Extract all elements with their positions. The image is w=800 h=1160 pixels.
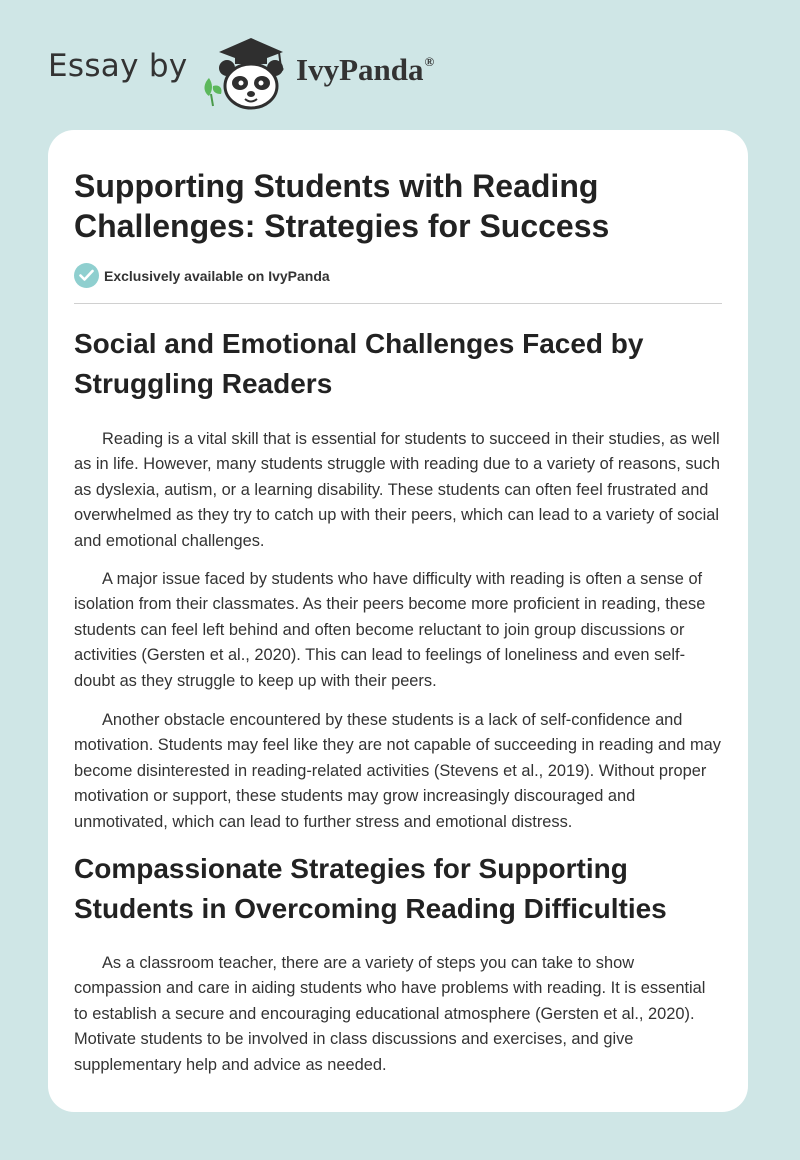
section-heading: Social and Emotional Challenges Faced by Struggling Readers <box>74 328 644 399</box>
paragraph: A major issue faced by students who have difficulty with reading is often a sense of isolation from their classmates. As their peers become more proficient in reading, these students can feel left behind and often become reluctant to join group discussions or activities (Gersten et al., 2020). This can lead to feelings of loneliness and even self-doubt as they struggle to keep up with their peers. <box>74 570 706 690</box>
panda-graduate-icon <box>201 34 291 110</box>
badge-label: Exclusively available on IvyPanda <box>104 268 330 284</box>
divider <box>74 303 722 304</box>
exclusive-badge <box>74 263 474 291</box>
paragraph: Reading is a vital skill that is essential for students to succeed in their studies, as well as in life. However, many students struggle with reading due to a variety of reasons, such as dyslexia, autism, or a learning disability. These students can often feel frustrated and overwhelmed as they try to catch up with their peers, which can lead to a variety of social and emotional challenges. <box>74 430 720 550</box>
paragraph: As a classroom teacher, there are a variety of steps you can take to show compassion and care in aiding students who have problems with reading. It is essential to establish a secure and encouraging educational atmosphere (Gersten et al., 2020). Motivate students to be involved in class discussions and exercises, and give supplementary help and advice as needed. <box>74 954 706 1074</box>
essay-by-label: Essay by <box>48 48 188 84</box>
brand-logo-text: IvyPanda® <box>296 52 435 87</box>
site-header <box>48 34 548 110</box>
article-card <box>48 130 748 1112</box>
section-heading: Compassionate Strategies for Supporting Students in Overcoming Reading Difficulties <box>74 853 667 924</box>
paragraph: Another obstacle encountered by these students is a lack of self-confidence and motivation. Students may feel like they are not capable of succeeding in reading and may become disinterested in reading-related activities (Stevens et al., 2019). Without proper motivation or support, these students may grow increasingly discouraged and unmotivated, which can lead to further stress and emotional distress. <box>74 711 721 831</box>
page-title: Supporting Students with Reading Challenges: Strategies for Success <box>74 168 610 244</box>
checkmark-icon <box>74 263 99 288</box>
